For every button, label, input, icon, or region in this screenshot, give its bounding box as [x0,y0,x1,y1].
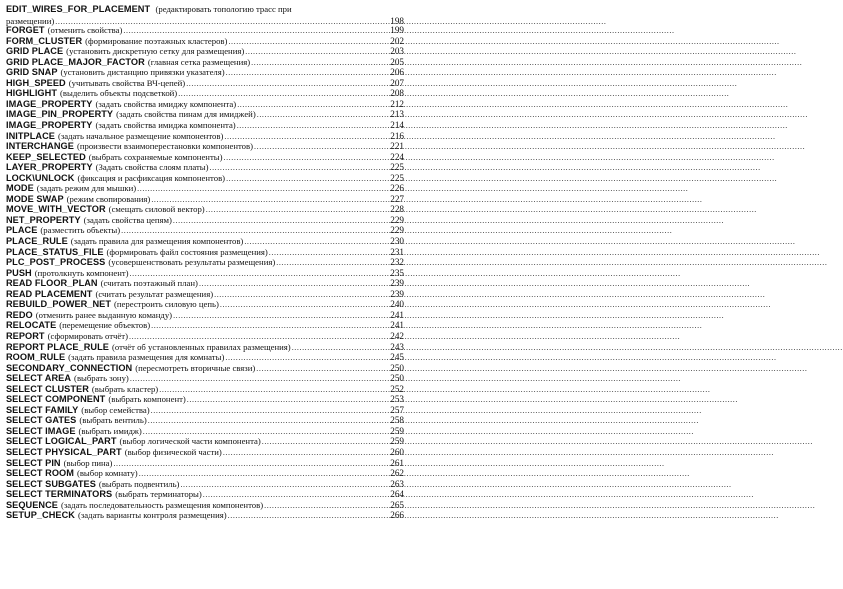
index-entry [6,99,404,110]
index-entry [6,183,404,194]
command-name: SEQUENCE [6,499,58,510]
page-number: 265 [390,499,404,510]
command-description: (выбор логической части компонента) [119,436,261,447]
command-name: IMAGE_PROPERTY [6,120,93,131]
page-number: 258 [390,415,404,426]
command-name: SELECT FAMILY [6,404,79,415]
page-number: 229 [390,214,404,225]
leader-dots [151,321,389,332]
command-name: READ FLOOR_PLAN [6,278,98,289]
page-number: 250 [390,373,404,384]
index-entry [6,500,404,511]
command-description: (задать начальное размещение компонентов) [57,130,224,141]
leader-dots [292,343,390,354]
leader-dots [226,174,389,185]
command-description: (редактировать топологию трасс при [155,4,292,14]
command-name: RELOCATE [6,320,57,331]
command-name: INTERCHANGE [6,141,74,152]
command-description: (задать режим для мышки) [36,183,137,194]
command-description: (задать свойства цепям) [83,214,172,225]
index-entry [6,78,404,89]
leader-dots [137,184,389,195]
index-entry [6,468,404,479]
page-number: 259 [390,425,404,436]
index-entry [6,215,404,226]
page-number: 202 [390,35,404,46]
command-description: (протолкнуть компонент) [34,267,129,278]
page-number: 228 [390,204,404,215]
command-name: SELECT CLUSTER [6,383,89,394]
index-entry [6,299,404,310]
index-entry [6,257,404,268]
command-name: READ PLACEMENT [6,288,93,299]
page-number: 213 [390,109,404,120]
command-name: ROOM_RULE [6,352,66,363]
command-description: (учитывать свойства ВЧ-цепей) [68,77,186,88]
index-entry [6,342,404,353]
command-description: (формировать файл состояния размещения) [106,246,268,257]
index-entry [6,247,404,258]
command-name: IMAGE_PIN_PROPERTY [6,109,114,120]
command-name: MODE SWAP [6,193,64,204]
page-number: 207 [390,77,404,88]
leader-dots [159,385,389,396]
command-description: (выбрать подвентиль) [98,478,180,489]
command-description-continued: размещении) [6,15,55,26]
page-number: 198 [390,15,404,26]
index-entry [6,204,404,215]
command-name: HIGH_SPEED [6,77,66,88]
command-name: SELECT COMPONENT [6,394,106,405]
leader-dots [223,448,389,459]
page-number: 225 [390,162,404,173]
leader-dots [113,459,389,470]
command-name: PLACE_RULE [6,236,68,247]
command-name: SELECT TERMINATORS [6,489,113,500]
command-description: (задать правила для размещения компонентов) [70,236,244,247]
page-number: 245 [390,352,404,363]
command-name: REPORT PLACE_RULE [6,341,109,352]
command-description: (формирование поэтажных кластеров) [85,35,228,46]
command-name: NET_PROPERTY [6,214,81,225]
command-name: EDIT_WIRES_FOR_PLACEMENT [6,4,151,14]
command-name: LOCK\UNLOCK [6,172,75,183]
index-entry [6,394,404,405]
command-name: SELECT AREA [6,373,72,384]
command-description: (установить дискретную сетку для размещения) [66,46,245,57]
leader-dots [187,395,389,406]
page-number: 212 [390,98,404,109]
page-number: 261 [390,457,404,468]
index-entry [6,141,404,152]
command-name: HIGHLIGHT [6,88,57,99]
leader-dots [237,121,390,132]
index-entry [6,405,404,416]
page-number: 241 [390,320,404,331]
command-description: (сформировать отчёт) [47,330,128,341]
index-entry [6,289,404,300]
index-entry [6,152,404,163]
command-description: (перестроить силовую цепь) [114,299,219,310]
page-number: 203 [390,46,404,57]
leader-dots [276,258,389,269]
command-description: (задать свойства имиджу компонента) [95,98,237,109]
leader-dots [257,110,390,121]
leader-dots [199,279,389,290]
command-name: SELECT LOGICAL_PART [6,436,117,447]
index-entry [6,352,404,363]
leader-dots [228,37,389,48]
leader-dots [223,153,389,164]
command-name: SELECT GATES [6,415,77,426]
leader-dots [237,100,389,111]
index-entry [6,489,404,500]
page-number: 205 [390,56,404,67]
leader-dots [262,437,389,448]
command-name: INITPLACE [6,130,55,141]
command-description: (отменить свойства) [47,25,123,36]
command-description: (выбрать компонент) [108,394,186,405]
index-entry [6,320,404,331]
index-entry [6,88,404,99]
index-entry [6,384,404,395]
command-description: (выбрать имидж) [78,425,142,436]
command-description: (произвести взаимоперестановки компонентов) [76,141,254,152]
command-description: (выделить объекты подсветкой) [59,88,178,99]
command-description: (пересмотреть вторичные связи) [135,362,256,373]
page-number: 208 [390,88,404,99]
index-entry [6,278,404,289]
page-number: 243 [390,341,404,352]
command-description: (режим свопирования) [66,193,151,204]
command-description: (отменить ранее выданную команду) [35,309,173,320]
leader-dots [245,47,389,58]
command-name: SELECT SUBGATES [6,478,96,489]
index-entry [6,194,404,205]
index-list [6,4,404,521]
command-name: MODE [6,183,34,194]
page-number: 214 [390,120,404,131]
index-entry [6,120,404,131]
leader-dots [209,163,389,174]
leader-dots [173,311,389,322]
leader-dots [214,290,389,301]
page-number: 264 [390,489,404,500]
command-name: SELECT IMAGE [6,425,76,436]
command-description: (отчёт об установленных правилах размещения) [111,341,291,352]
leader-dots [251,58,389,69]
index-entry [6,225,404,236]
command-description: (разместить объекты) [40,225,121,236]
command-description: (выбор физической части) [124,446,222,457]
command-name: FORM_CLUSTER [6,35,83,46]
index-entry [6,510,404,521]
command-description: (задать последовательность размещения компонентов) [60,499,264,510]
index-entry [6,109,404,120]
command-description: (выбрать терминаторы) [115,489,202,500]
leader-dots [220,300,389,311]
command-description: (выбрать зону) [74,373,129,384]
command-name: IMAGE_PROPERTY [6,98,93,109]
index-entry [6,131,404,142]
index-entry [6,447,404,458]
index-entry [6,4,404,25]
page-number: 257 [390,404,404,415]
command-description: (выбрать сохраняемые компоненты) [88,151,223,162]
leader-dots [228,511,390,522]
command-description: (задать свойства имиджа компонента) [95,120,236,131]
page-number: 242 [390,330,404,341]
page-number: 259 [390,436,404,447]
index-entry [6,236,404,247]
leader-dots [256,364,389,375]
index-entry [6,310,404,321]
leader-dots [173,216,389,227]
command-name: PLC_POST_PROCESS [6,257,106,268]
page-number: 225 [390,172,404,183]
index-entry [6,363,404,374]
command-name: PLACE_STATUS_FILE [6,246,104,257]
command-description: (считать результат размещения) [95,288,214,299]
page-number: 260 [390,446,404,457]
command-description: (выбор пина) [63,457,113,468]
page-number: 240 [390,299,404,310]
command-description: (задать свойства пинам для имиджей) [116,109,256,120]
command-name: PLACE [6,225,38,236]
page-number: 232 [390,257,404,268]
command-name: SELECT PHYSICAL_PART [6,446,122,457]
page-number: 239 [390,278,404,289]
page-number: 199 [390,25,404,36]
command-name: REBUILD_POWER_NET [6,299,111,310]
command-name: GRID SNAP [6,67,58,78]
command-name: FORGET [6,25,45,36]
page-number: 224 [390,151,404,162]
index-entry [6,46,404,57]
command-description: (установить дистанцию привязки указателя) [60,67,225,78]
index-entry [6,67,404,78]
index-entry [6,331,404,342]
leader-dots [264,501,389,512]
page-number: 216 [390,130,404,141]
command-description: (усовершенствовать результаты размещения) [108,257,276,268]
leader-dots [269,248,389,259]
page-number: 229 [390,225,404,236]
index-entry [6,479,404,490]
command-description: (выбор семейства) [81,404,150,415]
page-number: 226 [390,183,404,194]
command-name: REPORT [6,330,45,341]
command-name: SELECT PIN [6,457,61,468]
leader-dots [180,480,389,491]
index-entry [6,268,404,279]
page-number: 221 [390,141,404,152]
page-number: 253 [390,394,404,405]
index-entry [6,458,404,469]
leader-dots [254,142,389,153]
command-name: REDO [6,309,33,320]
index-entry [6,57,404,68]
page-number: 252 [390,383,404,394]
leader-dots [226,68,390,79]
command-name: SECONDARY_CONNECTION [6,362,133,373]
command-description: (считать поэтажный план) [100,278,198,289]
leader-dots [186,79,389,90]
command-description: (главная сетка размещения) [147,56,251,67]
index-entry [6,36,404,47]
index-entry [6,162,404,173]
command-name: MOVE_WITH_VECTOR [6,204,106,215]
command-description: (Задать свойства слоям платы) [95,162,209,173]
command-name: SETUP_CHECK [6,510,75,521]
command-name: LAYER_PROPERTY [6,162,93,173]
index-entry [6,436,404,447]
index-entry [6,173,404,184]
leader-dots [148,416,389,427]
index-entry [6,426,404,437]
page-number: 266 [390,510,404,521]
command-description: (выбрать вентиль) [79,415,147,426]
command-name: GRID PLACE [6,46,64,57]
page-number: 235 [390,267,404,278]
page-number: 241 [390,309,404,320]
index-entry [6,415,404,426]
leader-dots [151,406,390,417]
page-number: 239 [390,288,404,299]
page-number: 262 [390,468,404,479]
leader-dots [206,205,390,216]
index-entry [6,373,404,384]
page-number: 230 [390,236,404,247]
index-page [6,4,404,521]
index-entry [6,25,404,36]
command-description: (фиксация и расфиксация компонентов) [77,172,226,183]
page-number: 263 [390,478,404,489]
entry-line-1 [6,4,404,16]
page-number: 231 [390,246,404,257]
command-name: PUSH [6,267,32,278]
command-description: (задать варианты контроля размещения) [77,510,227,521]
command-description: (задать правила размещения для комнаты) [68,352,225,363]
page-number: 206 [390,67,404,78]
command-description: (перемещение объектов) [59,320,151,331]
command-description: (смещать силовой вектор) [108,204,205,215]
command-name: SELECT ROOM [6,468,74,479]
command-name: GRID PLACE_MAJOR_FACTOR [6,56,145,67]
leader-dots [130,374,389,385]
command-description: (выбрать кластер) [91,383,159,394]
command-name: KEEP_SELECTED [6,151,86,162]
page-number: 227 [390,193,404,204]
command-description: (выбор комнату) [76,468,138,479]
page-number: 250 [390,362,404,373]
